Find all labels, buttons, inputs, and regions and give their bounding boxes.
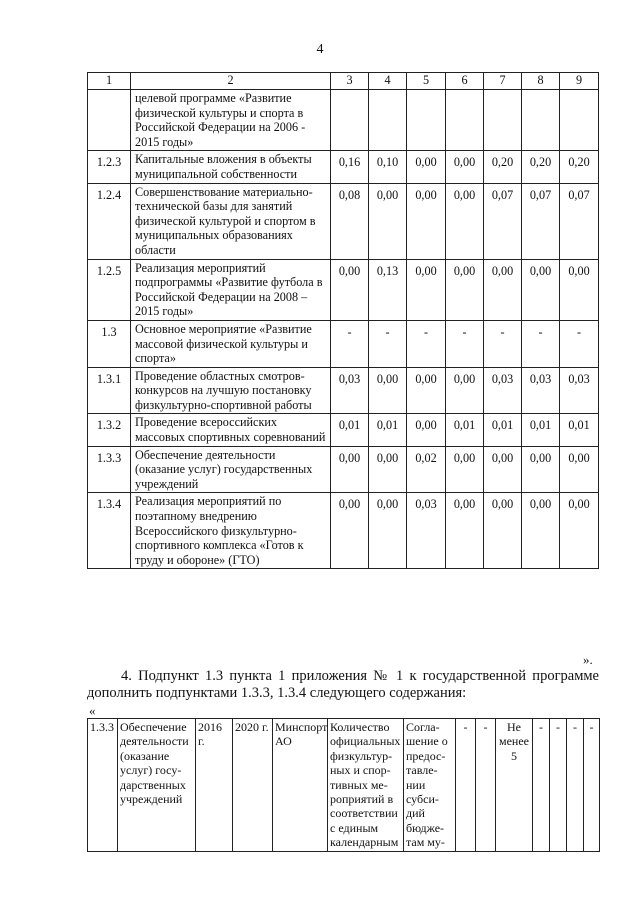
measure-number: 1.3.3 [88,719,118,852]
row-number: 1.3.1 [88,367,131,414]
measure-value: - [567,719,584,852]
column-number: 5 [407,73,446,90]
row-value: 0,00 [522,493,560,569]
row-value: 0,00 [484,259,522,320]
column-number: 8 [522,73,560,90]
row-value: 0,00 [446,151,484,183]
closing-quote: ». [583,652,593,667]
measure-executor: Минспорт АО [273,719,328,852]
row-value: - [369,320,407,367]
row-value: 0,01 [369,414,407,446]
row-value: 0,01 [446,414,484,446]
row-number: 1.2.5 [88,259,131,320]
row-value: 0,03 [407,493,446,569]
row-value [446,90,484,151]
measure-agreement: Согла- шение о предос- тавле- нии субси- дий бюдже- там му- [404,719,456,852]
table-row [88,446,599,493]
row-value: 0,03 [522,367,560,414]
row-value: 0,00 [407,414,446,446]
row-value [484,90,522,151]
table-row [88,183,599,259]
measure-start: 2016 г. [196,719,233,852]
measure-value: - [476,719,496,852]
row-value: 0,00 [331,446,369,493]
row-value [522,90,560,151]
row-value: 0,20 [522,151,560,183]
row-number: 1.3 [88,320,131,367]
row-name: Проведение всероссийских массовых спортивных соревнований [131,414,331,446]
row-value: 0,00 [446,259,484,320]
row-value: 0,08 [331,183,369,259]
row-value: - [484,320,522,367]
measure-value: - [456,719,476,852]
row-value [331,90,369,151]
measure-value: - [584,719,600,852]
financing-table-body [88,73,599,569]
row-value: 0,07 [560,183,599,259]
row-name: Основное мероприятие «Развитие массовой физической культуры и спорта» [131,320,331,367]
row-value: 0,00 [522,446,560,493]
row-value: - [331,320,369,367]
row-value: 0,00 [407,259,446,320]
table-row [88,259,599,320]
measures-table [87,718,600,852]
row-name: Совершенствование материально-технической базы для занятий физической культурой и спортом в муниципальных образованиях области [131,183,331,259]
opening-quote: « [89,703,96,718]
table-row [88,414,599,446]
page-number: 4 [316,42,324,57]
row-value: 0,20 [484,151,522,183]
row-value [407,90,446,151]
row-value: 0,07 [484,183,522,259]
row-value: 0,02 [407,446,446,493]
row-value: 0,03 [331,367,369,414]
row-value: - [522,320,560,367]
row-number [88,90,131,151]
table-row [88,719,600,852]
column-number: 9 [560,73,599,90]
row-value: 0,03 [560,367,599,414]
row-value: 0,00 [331,493,369,569]
row-value: 0,01 [522,414,560,446]
row-value [560,90,599,151]
row-value: 0,00 [560,493,599,569]
row-value: 0,00 [407,367,446,414]
measure-value: - [550,719,567,852]
row-number: 1.3.3 [88,446,131,493]
column-number: 1 [88,73,131,90]
row-value: 0,13 [369,259,407,320]
row-value: 0,00 [407,151,446,183]
row-name: Капитальные вложения в объекты муниципальной собственности [131,151,331,183]
row-number: 1.2.4 [88,183,131,259]
row-value: - [560,320,599,367]
table-row [88,151,599,183]
row-name: целевой программе «Развитие физической культуры и спорта в Российской Федерации на 2006 - 2015 годы» [131,90,331,151]
row-value [369,90,407,151]
row-name: Реализация мероприятий по поэтапному внедрению Всероссийского физкультурно-спортивного комплекса «Готов к труду и обороне» (ГТО) [131,493,331,569]
row-value: 0,01 [331,414,369,446]
row-value: 0,00 [560,259,599,320]
row-value: 0,00 [369,446,407,493]
row-name: Проведение областных смотров-конкурсов на лучшую постановку физкультурно-спортивной работы [131,367,331,414]
row-value: - [446,320,484,367]
table-row [88,367,599,414]
row-name: Обеспечение деятельности (оказание услуг) государственных учреждений [131,446,331,493]
row-number: 1.3.4 [88,493,131,569]
row-value: 0,00 [369,493,407,569]
row-value: 0,00 [331,259,369,320]
row-value: 0,20 [560,151,599,183]
column-number: 2 [131,73,331,90]
row-value: 0,03 [484,367,522,414]
row-value: 0,00 [369,183,407,259]
row-value: 0,00 [484,493,522,569]
measure-value: - [533,719,550,852]
row-value: 0,07 [522,183,560,259]
row-value: 0,00 [446,493,484,569]
row-number: 1.3.2 [88,414,131,446]
measure-end: 2020 г. [233,719,273,852]
row-name: Реализация мероприятий подпрограммы «Развитие футбола в Российской Федерации на 2008 – 2015 годы» [131,259,331,320]
column-number: 7 [484,73,522,90]
amendment-paragraph: 4. Подпункт 1.3 пункта 1 приложения № 1 к государственной программе дополнить подпунктами 1.3.3, 1.3.4 следующего содержания: [87,668,599,701]
row-value: 0,00 [522,259,560,320]
table-row [88,90,599,151]
column-number: 4 [369,73,407,90]
row-value: - [407,320,446,367]
row-number: 1.2.3 [88,151,131,183]
row-value: 0,00 [560,446,599,493]
row-value: 0,00 [484,446,522,493]
table-row [88,493,599,569]
table-header-row [88,73,599,90]
table-row [88,320,599,367]
row-value: 0,01 [560,414,599,446]
row-value: 0,10 [369,151,407,183]
column-number: 3 [331,73,369,90]
financing-table [87,72,599,569]
row-value: 0,16 [331,151,369,183]
column-number: 6 [446,73,484,90]
row-value: 0,00 [446,183,484,259]
row-value: 0,01 [484,414,522,446]
row-value: 0,00 [407,183,446,259]
row-value: 0,00 [446,446,484,493]
measure-indicator: Количество официальных физкультур- ных и спор- тивных ме- роприятий в соответствии с единым календарным [328,719,404,852]
measure-name: Обеспечение деятельности (оказание услуг) госу- дарственных учреждений [118,719,196,852]
measure-target: Не менее 5 [496,719,533,852]
row-value: 0,00 [446,367,484,414]
row-value: 0,00 [369,367,407,414]
